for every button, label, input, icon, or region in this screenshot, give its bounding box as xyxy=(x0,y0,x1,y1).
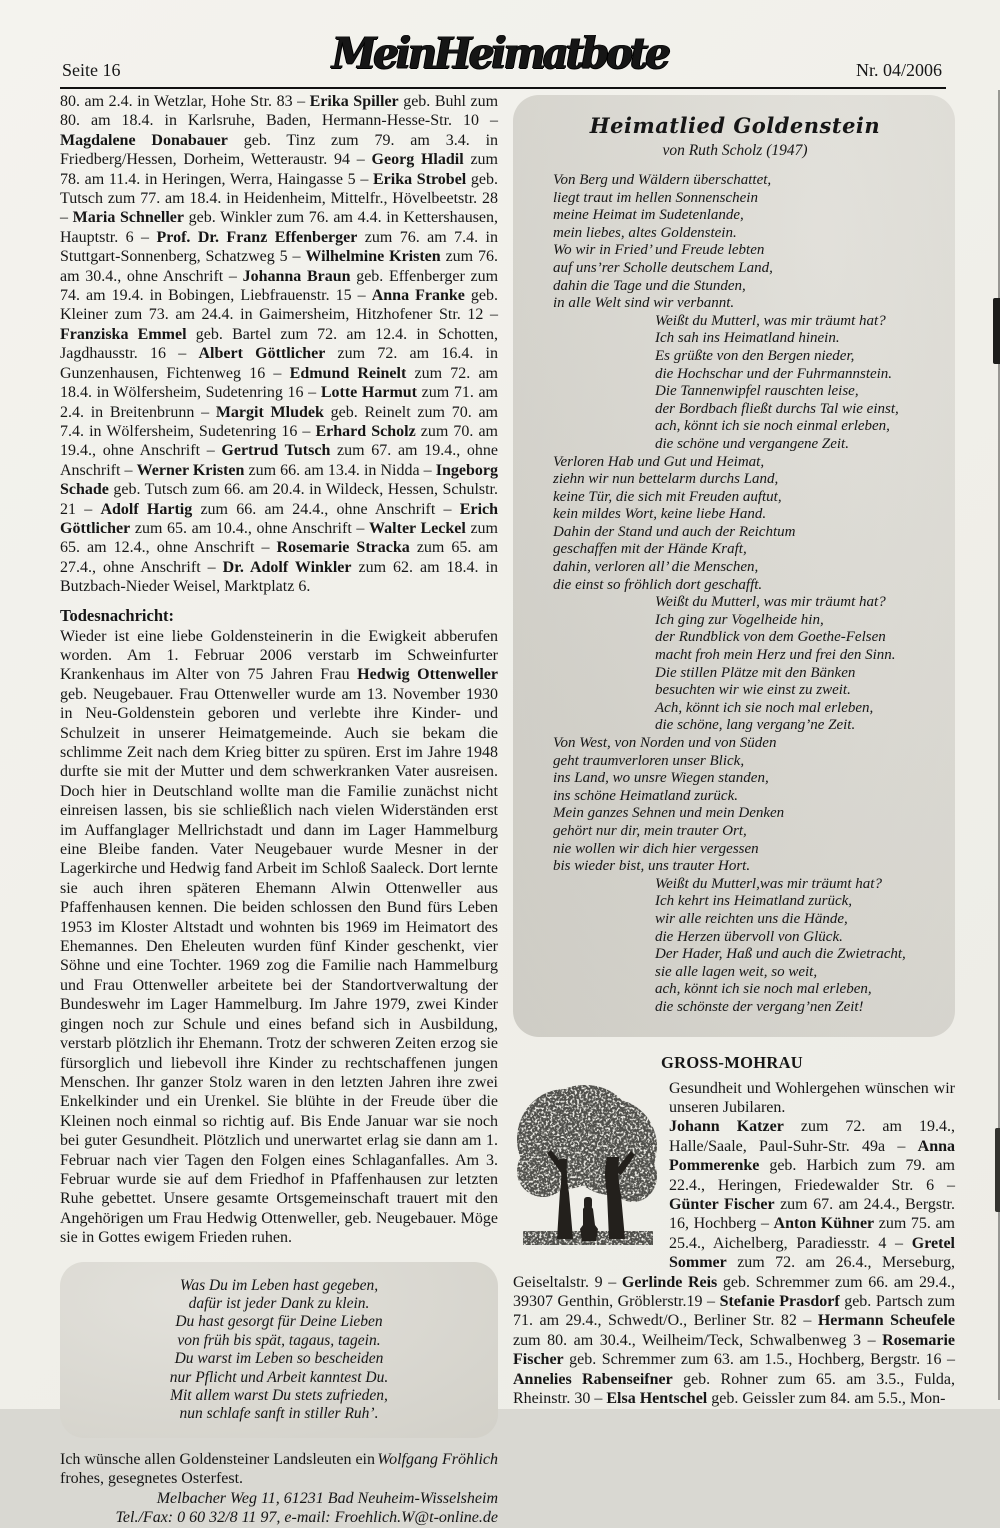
memorial-poem-box xyxy=(60,1262,498,1438)
poem-line: die einst so fröhlich dort geschafft. xyxy=(553,576,763,593)
poem-line: dahin die Tage und die Stunden, xyxy=(553,277,746,294)
scan-edge-mark xyxy=(993,298,1000,364)
poem-line: die schönste der vergang’nen Zeit! xyxy=(655,998,864,1015)
poem-line: geschaffen mit der Hände Kraft, xyxy=(553,541,747,558)
memorial-poem-line: Du hast gesorgt für Deine Lieben xyxy=(175,1313,383,1331)
issue-number-label: Nr. 04/2006 xyxy=(855,60,942,80)
jubilee-announcements-paragraph: 80. am 2.4. in Wetzlar, Hohe Str. 83 – Erika Spiller geb. Buhl zum 80. am 18.4. in Karlsruhe, Baden, Hermann-Hesse-Str. 10 – Magdalene Donabauer geb. Tinz zum 79. am 3.4. in Friedberg/Hessen, Dorheim, Wetteraustr. 94 – Georg Hladil zum 78. am 11.4. in Heringen, Werra, Haingasse 5 – Erika Strobel geb. Tutsch zum 77. am 18.4. in Heidenheim, Mittelfr., Hövelbeetstr. 28 – Maria Schneller geb. Winkler zum 76. am 4.4. in Kettershausen, Hauptstr. 6 – Prof. Dr. Franz Effenberger zum 76. am 7.4. in Stuttgart-Sonnenberg, Schatzweg 5 – Wilhelmine Kristen zum 76. am 30.4., ohne Anschrift – Johanna Braun geb. Effenberger zum 74. am 19.4. in Bobingen, Liebfrauenstr. 15 – Anna Franke geb. Kleiner zum 73. am 24.4. in Gaimersheim, Hitzhofener Str. 12 – Franziska Emmel geb. Bartel zum 72. am 12.4. in Schotten, Jagdhausstr. 16 – Albert Göttlicher zum 72. am 16.4. in Gunzenhausen, Fichtenweg 16 – Edmund Reinelt zum 72. am 18.4. in Wölfersheim, Sudetenring 16 – Lotte Harmut zum 71. am 2.4. in Breitenbrunn – Margit Mludek geb. Reinelt zum 70. am 7.4. in Wölfersheim, Sudetenring 16 – Erhard Scholz zum 70. am 19.4., ohne Anschrift – Gertrud Tutsch zum 67. am 19.4., ohne Anschrift – Werner Kristen zum 66. am 13.4. in Nidda – Ingeborg Schade geb. Tutsch zum 66. am 20.4. in Wildeck, Hessen, Schulstr. 21 – Adolf Hartig zum 66. am 24.4., ohne Anschrift – Erich Göttlicher zum 65. am 10.4., ohne Anschrift – Walter Leckel zum 65. am 12.4., ohne Anschrift – Rosemarie Stracka zum 65. am 27.4., ohne Anschrift – Dr. Adolf Winkler zum 62. am 18.4. in Butzbach-Nieder Weisel, Marktplatz 6. xyxy=(60,93,499,596)
poem-line: Ich sah ins Heimatland hinein. xyxy=(655,330,840,347)
poem-line: auf uns’rer Scholle deutschem Land, xyxy=(553,259,773,276)
masthead-title: MeinHeimatbote xyxy=(332,28,668,79)
memorial-poem-line: nun schlafe sanft in stiller Ruh’. xyxy=(179,1405,379,1423)
poem-byline: von Ruth Scholz (1947) xyxy=(662,142,808,159)
poem-line: Verloren Hab und Gut und Heimat, xyxy=(553,453,765,470)
poem-line: ziehn wir nun bettelarm durchs Land, xyxy=(553,471,779,488)
poem-line: in alle Welt sind wir verbannt. xyxy=(553,295,735,312)
poem-line: keine Tür, die sich mit Freuden auftut, xyxy=(553,488,782,505)
poem-line: dahin, verloren all’ die Menschen, xyxy=(553,559,759,576)
poem-line: Weißt du Mutterl, was mir träumt hat? xyxy=(655,594,886,611)
right-column xyxy=(513,95,955,1408)
heimatlied-poem-box xyxy=(513,95,955,1037)
poem-line: Der Hader, Haß und auch die Zwietracht, xyxy=(655,946,906,963)
memorial-poem-line: Was Du im Leben hast gegeben, xyxy=(179,1276,379,1294)
poem-line: ach, könnt ich sie noch mal erleben, xyxy=(655,981,872,998)
poem-title: Heimatlied Goldenstein xyxy=(589,113,881,138)
easter-wish-text: Wolfgang Fröhlich Ich wünsche allen Goldensteiner Landsleuten ein frohes, gesegnetes Osterfest. xyxy=(60,1450,498,1488)
poem-line: die Herzen übervoll von Glück. xyxy=(655,928,843,945)
poem-line: der Rundblick von dem Goethe-Felsen xyxy=(655,629,886,646)
poem-line: kein mildes Wort, keine liebe Hand. xyxy=(553,506,767,523)
signature-contact: Tel./Fax: 0 60 32/8 11 97, e-mail: Froehlich.W@t-online.de xyxy=(115,1509,498,1527)
death-notice-heading: Todesnachricht: xyxy=(60,605,174,625)
poem-line: die schöne, lang vergang’ne Zeit. xyxy=(655,717,856,734)
poem-line: ins Land, wo unsre Wiegen standen, xyxy=(553,770,769,787)
signature-name: Wolfgang Fröhlich xyxy=(377,1450,498,1468)
memorial-poem-line: dafür ist jeder Dank zu klein. xyxy=(188,1294,370,1312)
poem-line: Ach, könnt ich sie noch mal erleben, xyxy=(655,699,874,716)
death-notice-paragraph: Wieder ist eine liebe Goldensteinerin in die Ewigkeit abberufen worden. Am 1. Februar 2006 verstarb im Schweinfurter Krankenhaus im Alter von 75 Jahren Frau Hedwig Ottenweller geb. Neugebauer. Frau Ottenweller wurde am 13. November 1930 in Neu-Goldenstein geboren und verlebte ihre Kinder- und Schulzeit in unserer Heimatgemeinde. Auch sie bekam die schlimme Zeit nach dem Krieg bitter zu spüren. Erst im Jahre 1948 durfte sie mit der Mutter und dem schwerkranken Vater ausreisen. Doch hier in Deutschland wollte man die Familie zunächst nicht einreisen lassen, bis sie schließlich nach vielen Widerständen erst im Auffanglager Mellrichstadt und dann im Lager Hammelburg eine Bleibe fanden. Vater Neugebauer wurde Mesner in der Lagerkirche und Hedwig fand Arbeit im Schloß Saaleck. Dort lernte sie auch ihren späteren Ehemann Alwin Ottenweller aus Pfaffenhausen kennen. Die beiden schlossen den Bund fürs Leben 1953 im Kloster Altstadt und wohnten bis 1969 im Heimatort des Ehemannes. Den Eheleuten wurden fünf Kinder geschenkt, vier Söhne und eine Tochter. 1969 zog die Familie nach Hammelburg und Frau Ottenweller arbeitete bei der Standortverwaltung der Bundeswehr im Lager Hammelburg. Im Jahre 1979, zwei Kinder gingen noch zur Schule und eines befand sich in Ausbildung, verstarb plötzlich ihr Ehemann. Trotz der schweren Zeiten erzog sie fürsorglich und liebevoll ihre Kinder zu rechtschaffenen jungen Menschen. Ihr ganzer Stolz waren in den letzten Jahren ihre zwei Enkelkinder und ein Urenkel. Sie blühte in der Freude über die Kleinen noch einmal so richtig auf. Bis Ende Januar war sie noch bei guter Gesundheit. Plötzlich und unerwartet erlag sie dann am 1. Februar nach vier Tagen den Folgen eines Schlaganfalles. Am 3. Februar wurde sie auf dem Friedhof in Pfaffenhausen zur letzten Ruhe gebettet. Unsere gesamte Ortsgemeinschaft trauert mit den Angehörigen um Frau Hedwig Ottenweller, geb. Neugebauer. Möge sie in Gottes ewigem Frieden ruhen. xyxy=(60,627,498,1247)
poem-line: Von Berg und Wäldern überschattet, xyxy=(553,172,772,188)
poem-line: nie wollen wir dich hier vergessen xyxy=(553,840,759,857)
poem-line: sie alle lagen weit, so weit, xyxy=(655,963,818,980)
poem-line: Ich ging zur Vogelheide hin, xyxy=(655,611,824,628)
poem-body xyxy=(553,172,937,1017)
memorial-poem-line: nur Pflicht und Arbeit kanntest Du. xyxy=(169,1368,389,1386)
page-number-label: Seite 16 xyxy=(62,60,121,80)
poem-line: Weißt du Mutterl,was mir träumt hat? xyxy=(655,875,882,892)
poem-line: der Bordbach fließt durchs Tal wie einst, xyxy=(655,400,899,417)
poem-line: Weißt du Mutterl, was mir träumt hat? xyxy=(655,312,886,329)
left-column xyxy=(60,92,498,1528)
poem-line: Die Tannenwipfel rauschten leise, xyxy=(655,383,859,400)
scan-edge-mark xyxy=(995,1128,1000,1212)
gross-mohrau-heading: GROSS-MOHRAU xyxy=(661,1052,804,1072)
gross-mohrau-section xyxy=(513,1053,955,1409)
signature-address: Melbacher Weg 11, 61231 Bad Neuheim-Wisselsheim xyxy=(156,1489,498,1507)
poem-line: die Hochschar und der Fuhrmannstein. xyxy=(655,365,893,382)
closing-block xyxy=(60,1450,498,1528)
poem-line: ins schöne Heimatland zurück. xyxy=(553,787,738,804)
memorial-poem-line: Du warst im Leben so bescheiden xyxy=(174,1350,384,1368)
poem-line: mein liebes, altes Goldenstein. xyxy=(553,224,737,241)
poem-line: Dahin der Stand und auch der Reichtum xyxy=(553,523,796,540)
header-divider-rule xyxy=(60,87,946,89)
gross-mohrau-list: Johann Katzer zum 72. am 19.4., Halle/Saale, Paul-Suhr-Str. 49a – Anna Pommerenke geb. Harbich zum 79. am 22.4., Heringen, Friedewalder Str. 6 – Günter Fischer zum 67. am 24.4., Bergstr. 16, Hochberg – Anton Kühner zum 75. am 25.4., Aichelberg, Paradiesstr. 4 – Gretel Sommer zum 72. am 26.4., Merseburg, Geiseltalstr. 9 – Gerlinde Reis geb. Schremmer zum 66. am 29.4., 39307 Genthin, Gröblerstr.19 – Stefanie Prasdorf geb. Partsch zum 71. am 29.4., Schwedt/O., Berliner Str. 82 – Hermann Scheufele zum 80. am 30.4., Weilheim/Teck, Schwalbenweg 3 – Rosemarie Fischer geb. Schremmer zum 63. am 1.5., Hochberg, Bergstr. 16 – Annelies Rabenseifner geb. Rohner zum 65. am 3.5., Fulda, Rheinstr. 30 – Elsa Hentschel geb. Geissler zum 84. am 5.5., Mon- xyxy=(513,1118,956,1407)
poem-line: Ich kehrt ins Heimatland zurück, xyxy=(655,893,853,910)
poem-line: wir alle reichten uns die Hände, xyxy=(655,910,848,927)
poem-line: liegt traut im hellen Sonnenschein xyxy=(553,189,758,206)
poem-line: macht froh mein Herz und frei den Sinn. xyxy=(655,647,896,664)
poem-line: Von West, von Norden und von Süden xyxy=(553,735,777,751)
poem-line: besuchten wir wie einst zu zweit. xyxy=(655,682,851,699)
poem-line: bis wieder bist, uns trauter Hort. xyxy=(553,858,751,875)
poem-line: Es grüßte von den Bergen nieder, xyxy=(655,347,855,364)
poem-line: geht traumverloren unser Blick, xyxy=(553,752,745,769)
tree-illustration xyxy=(513,1081,661,1253)
gross-mohrau-intro: Gesundheit und Wohlergehen wünschen wir unseren Jubilaren. xyxy=(669,1079,955,1116)
poem-line: ach, könnt ich sie noch einmal erleben, xyxy=(655,418,890,435)
memorial-poem-line: Mit allem warst Du stets zufrieden, xyxy=(170,1387,388,1404)
poem-line: die schöne und vergangene Zeit. xyxy=(655,435,849,452)
poem-line: Mein ganzes Sehnen und mein Denken xyxy=(553,805,785,822)
memorial-poem-line: von früh bis spät, tagaus, tagein. xyxy=(177,1331,381,1349)
poem-line: meine Heimat im Sudetenlande, xyxy=(553,207,744,224)
poem-line: gehört nur dir, mein trauter Ort, xyxy=(553,822,747,839)
poem-line: Wo wir in Fried’ und Freude lebten xyxy=(553,242,765,259)
poem-line: Die stillen Plätze mit den Bänken xyxy=(655,664,856,681)
